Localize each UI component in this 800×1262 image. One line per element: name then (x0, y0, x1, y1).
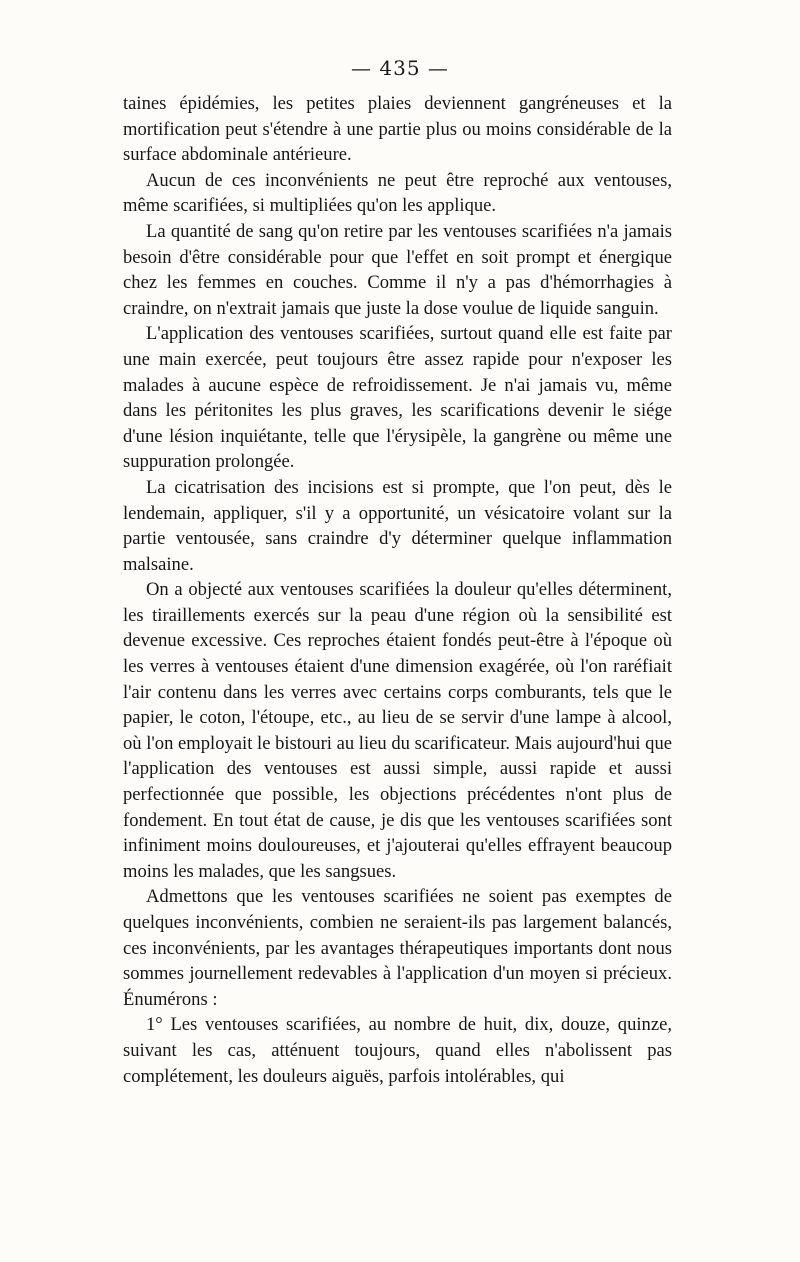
paragraph-continuation: taines épidémies, les petites plaies deviennent gangréneuses et la mortification peut s'étendre à une partie plus ou moins considérable de la surface abdominale antérieure. (123, 93, 672, 166)
paragraph: Aucun de ces inconvénients ne peut être reproché aux ventouses, même scarifiées, si multipliées qu'on les applique. (123, 169, 672, 217)
paragraph: Admettons que les ventouses scarifiées ne soient pas exemptes de quelques inconvénients, combien ne seraient-ils pas largement balancés, ces inconvénients, par les avantages thérapeutiques importants dont nous sommes journellement redevables à l'application d'un moyen si précieux. Énumérons : (123, 886, 672, 1010)
paragraph: La quantité de sang qu'on retire par les ventouses scarifiées n'a jamais besoin d'être considérable pour que l'effet en soit prompt et énergique chez les femmes en couches. Comme il n'y a pas d'hémorrhagies à craindre, on n'extrait jamais que juste la dose voulue de liquide sanguin. (123, 220, 672, 319)
paragraph: On a objecté aux ventouses scarifiées la douleur qu'elles déterminent, les tiraillements exercés sur la peau d'une région où la sensibilité est devenue excessive. Ces reproches étaient fondés peut-être à l'époque où les verres à ventouses étaient d'une dimension exagérée, où l'on raréfiait l'air contenu dans les verres avec certains corps comburants, tels que le papier, le coton, l'étoupe, etc., au lieu de se servir d'une lampe à alcool, où l'on employait le bistouri au lieu du scarificateur. Mais aujourd'hui que l'application des ventouses est aussi simple, aussi rapide et aussi perfectionnée que possible, les objections précédentes n'ont plus de fondement. En tout état de cause, je dis que les ventouses scarifiées sont infiniment moins douloureuses, et j'ajouterai qu'elles effrayent beaucoup moins les malades, que les sangsues. (123, 579, 672, 882)
body-text (123, 91, 672, 1089)
paragraph: L'application des ventouses scarifiées, surtout quand elle est faite par une main exercée, peut toujours être assez rapide pour n'exposer les malades à aucune espèce de refroidissement. Je n'ai jamais vu, même dans les péritonites les plus graves, les scarifications devenir le siége d'une lésion inquiétante, telle que l'érysipèle, la gangrène ou même une suppuration prolongée. (123, 323, 672, 473)
page-number: — 435 — (351, 56, 449, 80)
paragraph: La cicatrisation des incisions est si prompte, que l'on peut, dès le lendemain, appliquer, s'il y a opportunité, un vésicatoire volant sur la partie ventousée, sans craindre d'y déterminer quelque inflammation malsaine. (123, 476, 672, 575)
paragraph-enumerated: 1° Les ventouses scarifiées, au nombre de huit, dix, douze, quinze, suivant les cas, atténuent toujours, quand elles n'abolissent pas complétement, les douleurs aiguës, parfois intolérables, qui (123, 1014, 672, 1087)
